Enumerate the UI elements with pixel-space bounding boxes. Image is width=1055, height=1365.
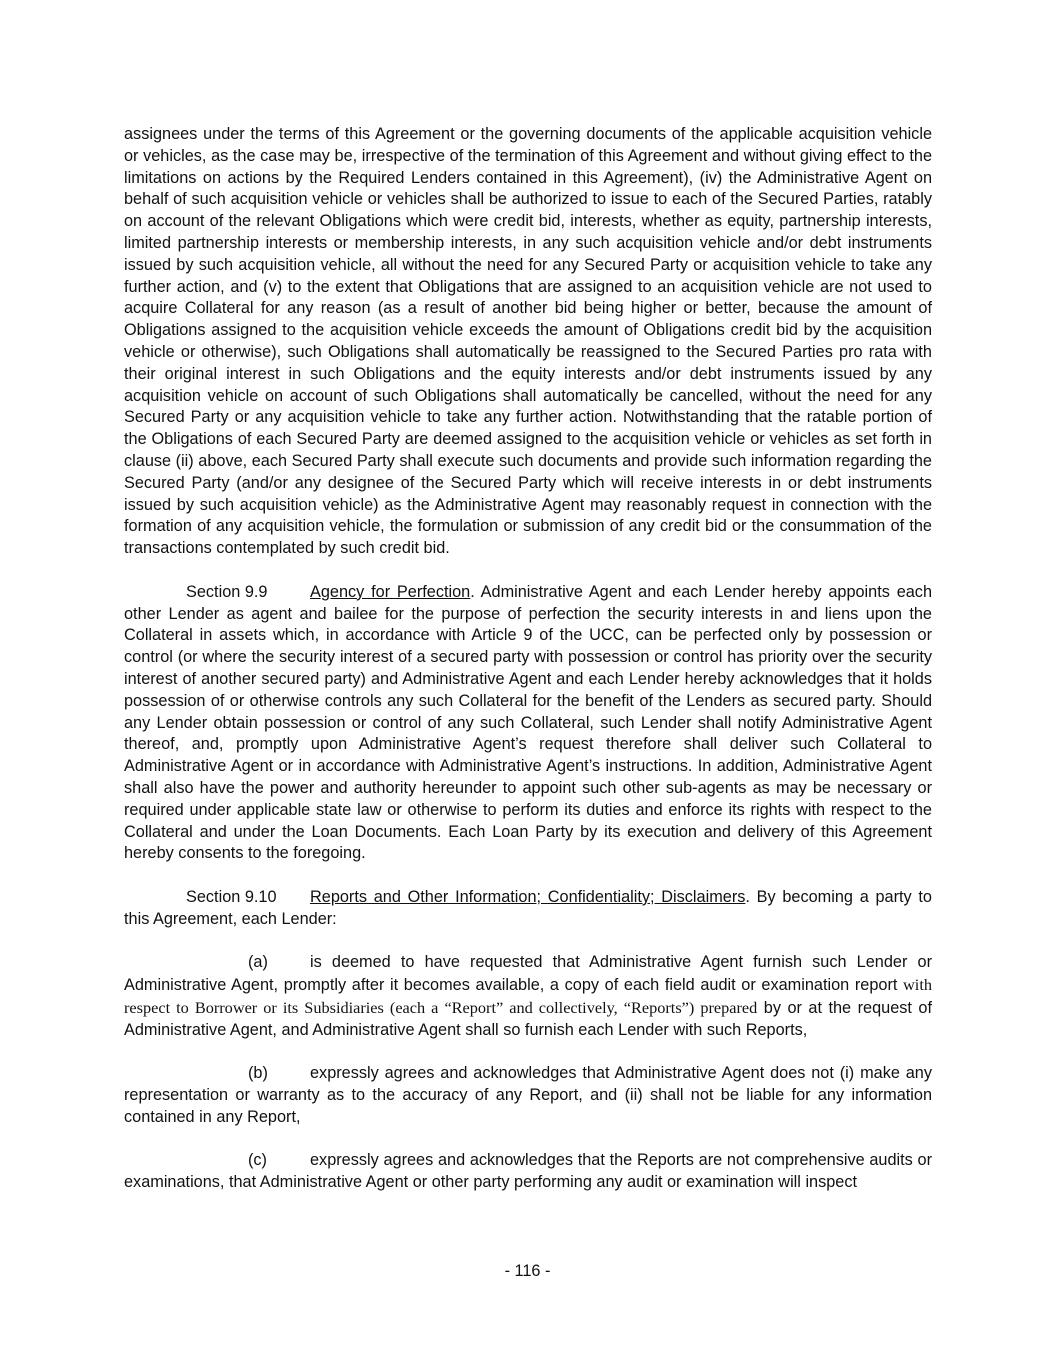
- clause-b-label: (b): [248, 1064, 268, 1083]
- clause-b-text: expressly agrees and acknowledges that Administrative Agent does not (i) make any representation or warranty as to the accuracy of any Report, and (ii) shall not be liable for any information contained in any Report,: [124, 1064, 932, 1126]
- section-9-9-body: . Administrative Agent and each Lender hereby appoints each other Lender as agent and bailee for the purpose of perfection the security interests in and liens upon the Collateral in assets which, in accordance with Article 9 of the UCC, can be perfected only by possession or control (or where the security interest of a secured party with possession or control has priority over the security interest of another secured party) and Administrative Agent and each Lender hereby acknowledges that it holds possession of or otherwise controls any such Collateral for the benefit of the Lenders as secured party. Should any Lender obtain possession or control of any such Collateral, such Lender shall notify Administrative Agent thereof, and, promptly upon Administrative Agent’s request therefore shall deliver such Collateral to Administrative Agent or in accordance with Administrative Agent’s instructions. In addition, Administrative Agent shall also have the power and authority hereunder to appoint such other sub-agents as may be necessary or required under applicable state law or otherwise to perform its duties and enforce its rights with respect to the Collateral and under the Loan Documents. Each Loan Party by its execution and delivery of this Agreement hereby consents to the foregoing.: [124, 582, 932, 863]
- section-9-10-number: Section 9.10: [186, 887, 277, 906]
- clause-a-text-2: by or at the request of Administrative Agent, and Administrative Agent shall so furnish each Lender with such Reports,: [124, 998, 932, 1039]
- clause-a-text-serif: with respect to Borrower or its Subsidiaries (each a “Report” and collectively, “Reports”) prepared: [124, 975, 932, 1017]
- clause-b-paragraph: [124, 1063, 932, 1128]
- clause-a-paragraph: [124, 952, 932, 1041]
- continuation-paragraph: assignees under the terms of this Agreement or the governing documents of the applicable acquisition vehicle or vehicles, as the case may be, irrespective of the termination of this Agreement and without giving effect to the limitations on actions by the Required Lenders contained in this Agreement), (iv) the Administrative Agent on behalf of such acquisition vehicle or vehicles shall be authorized to issue to each of the Secured Parties, ratably on account of the relevant Obligations which were credit bid, interests, whether as equity, partnership interests, limited partnership interests or membership interests, in any such acquisition vehicle and/or debt instruments issued by such acquisition vehicle, all without the need for any Secured Party or acquisition vehicle to take any further action, and (v) to the extent that Obligations that are assigned to an acquisition vehicle are not used to acquire Collateral for any reason (as a result of another bid being higher or better, because the amount of Obligations assigned to the acquisition vehicle exceeds the amount of Obligations credit bid by the acquisition vehicle or otherwise), such Obligations shall automatically be reassigned to the Secured Parties pro rata with their original interest in such Obligations and the equity interests and/or debt instruments issued by any acquisition vehicle on account of such Obligations shall automatically be cancelled, without the need for any Secured Party or any acquisition vehicle to take any further action. Notwithstanding that the ratable portion of the Obligations of each Secured Party are deemed assigned to the acquisition vehicle or vehicles as set forth in clause (ii) above, each Secured Party shall execute such documents and provide such information regarding the Secured Party (and/or any designee of the Secured Party which will receive interests in or debt instruments issued by such acquisition vehicle) as the Administrative Agent may reasonably request in connection with the formation of any acquisition vehicle, the formulation or submission of any credit bid or the consummation of the transactions contemplated by such credit bid.: [124, 125, 932, 558]
- page-content: [124, 124, 932, 1216]
- section-9-10-paragraph: [124, 887, 932, 931]
- clause-a-label: (a): [248, 953, 268, 972]
- section-9-9-paragraph: [124, 582, 932, 865]
- clause-a-text-1: is deemed to have requested that Administrative Agent furnish such Lender or Administrative Agent, promptly after it becomes available, a copy of each field audit or examination report: [124, 953, 932, 995]
- section-9-10-body: . By becoming a party to this Agreement, each Lender:: [124, 887, 932, 928]
- section-9-10-title: Reports and Other Information; Confidentiality; Disclaimers: [310, 887, 746, 906]
- section-9-9-number: Section 9.9: [186, 582, 268, 601]
- page-number: - 116 -: [504, 1262, 551, 1280]
- clause-c-label: (c): [248, 1151, 267, 1170]
- clause-c-paragraph: [124, 1150, 932, 1194]
- section-9-9-title: Agency for Perfection: [310, 582, 471, 601]
- clause-c-text: expressly agrees and acknowledges that the Reports are not comprehensive audits or examinations, that Administrative Agent or other party performing any audit or examination will inspect: [124, 1151, 932, 1192]
